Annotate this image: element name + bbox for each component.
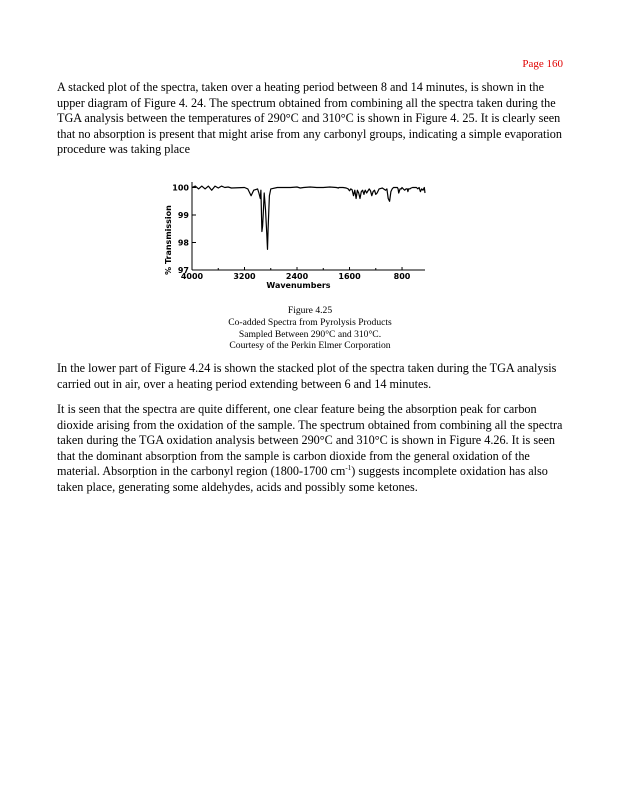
chart-series — [192, 186, 425, 249]
caption-line: Co-added Spectra from Pyrolysis Products — [228, 316, 392, 328]
y-tick-label: 100 — [172, 183, 189, 193]
paragraph-oxidation-text-end: ) suggests incomplete oxidation has also taken place, generating some aldehydes, acids and possibly some ketones. — [57, 464, 548, 494]
x-tick-label: 2400 — [285, 272, 309, 281]
x-tick-label: 800 — [393, 272, 411, 281]
y-tick-label: 99 — [177, 211, 189, 220]
paragraph-oxidation-text: It is seen that the spectra are quite different, one clear feature being the absorption peak for carbon dioxide arising from the oxidation of the sample. The spectrum obtained from combining all the spectra taken during the TGA oxidation analysis between 290°C and 310°C is shown in Figure 4.26. It is seen that the dominant absorption from the sample is carbon dioxide from the general oxidation of the material. Absorption in the carbonyl region (1800-1700 cm — [57, 402, 563, 479]
figure-caption — [160, 305, 460, 352]
caption-line: Figure 4.25 — [287, 305, 333, 316]
y-tick-label: 97 — [177, 266, 189, 275]
x-tick-label: 1600 — [338, 272, 361, 281]
x-tick-label: 4000 — [180, 272, 204, 281]
superscript: -1 — [345, 464, 352, 473]
page-number: Page 160 — [522, 58, 563, 70]
y-axis-label: % Transmission — [164, 205, 173, 275]
spectrum-line — [192, 186, 425, 249]
paragraph-lower-plot: In the lower part of Figure 4.24 is shown the stacked plot of the spectra taken during the TGA analysis carried out in air, over a heating period extending between 6 and 14 minutes. — [57, 361, 557, 391]
chart-ticks — [172, 184, 411, 282]
spectrum-figure — [160, 170, 435, 295]
paragraph-intro: A stacked plot of the spectra, taken over a heating period between 8 and 14 minutes, is shown in the upper diagram of Figure 4. 24. The spectrum obtained from combining all the spectra taken during the TGA analysis between the temperatures of 290°C and 310°C is shown in Figure 4. 25. It is clearly seen that no absorption is present that might arise from any carbonyl groups, indicating a simple evaporation procedure was taking place — [57, 80, 562, 157]
paragraph-oxidation — [57, 402, 565, 496]
caption-line: Courtesy of the Perkin Elmer Corporation — [229, 340, 391, 352]
y-tick-label: 98 — [177, 238, 189, 248]
x-tick-label: 3200 — [233, 272, 256, 281]
ir-spectrum-chart — [160, 170, 435, 295]
x-axis-label: Wavenumbers — [266, 281, 331, 290]
caption-line: Sampled Between 290°C and 310°C. — [238, 328, 382, 340]
